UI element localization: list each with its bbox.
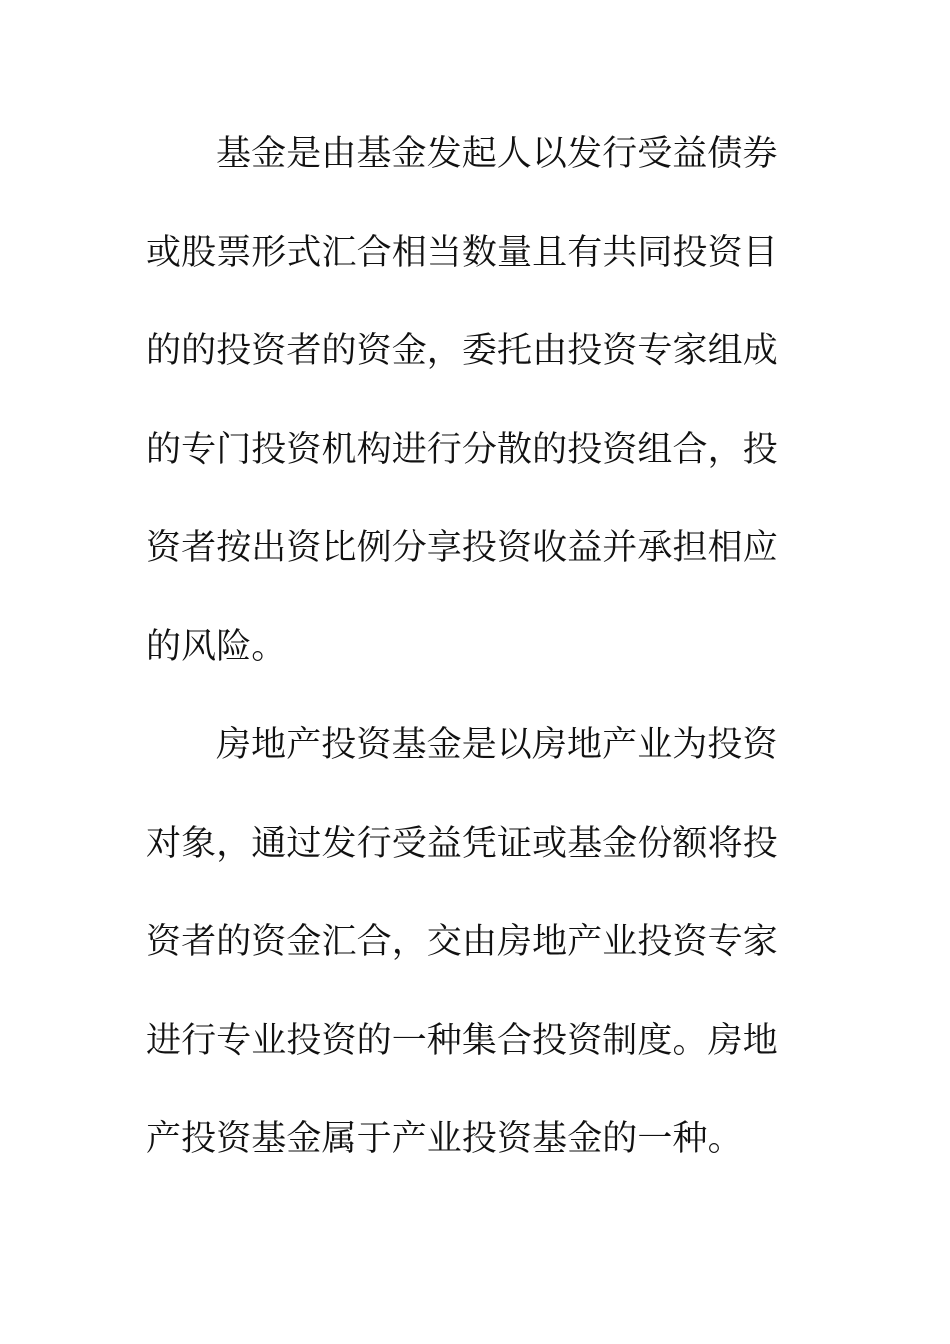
paragraph-line: 基金是由基金发起人以发行受益债券 bbox=[216, 134, 778, 174]
paragraph-line: 或股票形式汇合相当数量且有共同投资目 bbox=[146, 232, 778, 273]
paragraph-2 bbox=[146, 715, 782, 1208]
paragraph-line: 进行专业投资的一种集合投资制度。房地 bbox=[146, 1020, 778, 1061]
paragraph-1 bbox=[146, 124, 782, 715]
paragraph-line: 的风险。 bbox=[146, 626, 287, 667]
paragraph-line: 对象，通过发行受益凭证或基金份额将投 bbox=[146, 823, 778, 864]
paragraph-line: 的专门投资机构进行分散的投资组合，投 bbox=[146, 429, 778, 470]
paragraph-line: 资者的资金汇合，交由房地产业投资专家 bbox=[146, 922, 778, 962]
paragraph-line: 资者按出资比例分享投资收益并承担相应 bbox=[146, 528, 778, 568]
paragraph-line: 的的投资者的资金，委托由投资专家组成 bbox=[146, 331, 778, 371]
paragraph-line: 房地产投资基金是以房地产业为投资 bbox=[216, 725, 778, 765]
document-body bbox=[146, 124, 782, 1208]
paragraph-line: 产投资基金属于产业投资基金的一种。 bbox=[146, 1119, 743, 1159]
